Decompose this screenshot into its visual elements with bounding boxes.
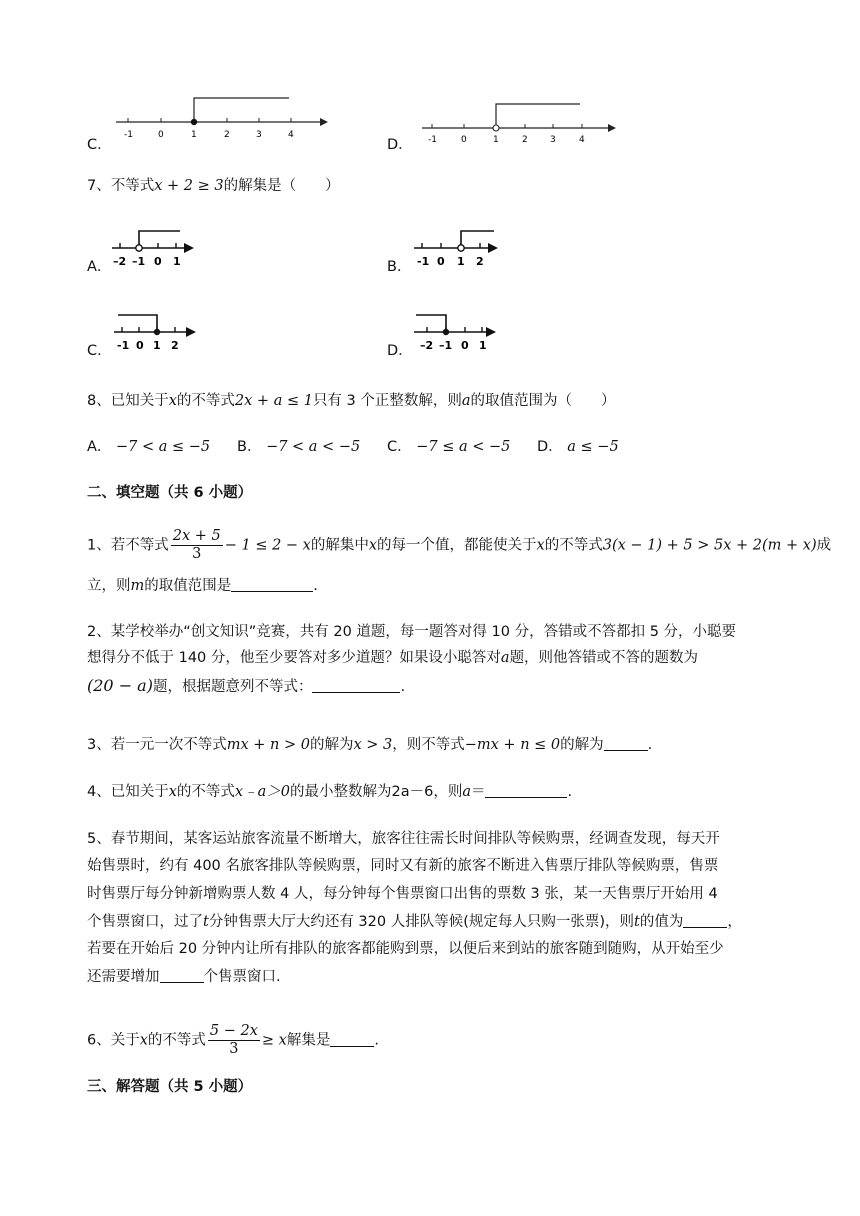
tick-label: -1 — [117, 339, 130, 352]
fill-question-1-line-2: 立，则m的取值范围是 . — [87, 578, 318, 594]
answer-blank[interactable] — [231, 577, 313, 592]
fill-question-5-line-1: 5、春节期间，某客运站旅客流量不断增大，旅客往往需长时间排队等候购票，经调查发现，每天开 — [87, 831, 720, 847]
tick-label: 1 — [493, 135, 499, 145]
q8-option-d: D． a ≤ −5 — [537, 439, 619, 455]
q8-option-c: C． −7 ≤ a < −5 — [387, 439, 511, 455]
q7-option-c-label: C． — [87, 343, 112, 359]
fraction: $\frac{5 - 2x}{3}$ — [209, 1023, 258, 1057]
fill-question-5-line-5: 若要在开始后 20 分钟内让所有排队的旅客都能购到票，以便后来到站的旅客随到随购，从开始至少 — [87, 941, 724, 957]
tick-label: 1 — [191, 130, 197, 140]
fraction: $\frac{2x + 5}{3}$ — [172, 528, 221, 562]
answer-blank[interactable] — [485, 783, 567, 798]
tick-label: –2 — [113, 255, 127, 268]
section-2-title: 二、填空题（共 6 小题） — [87, 485, 253, 501]
answer-blank[interactable] — [683, 913, 727, 928]
q8-option-a: A． −7 < a ≤ −5 — [87, 439, 211, 455]
q7-option-c-number-line — [110, 310, 202, 356]
fill-question-6: 6、关于x的不等式 $\frac{5 - 2x}{3}$ ≥ x解集是 . — [87, 1023, 379, 1057]
q8-option-b: B． −7 < a < −5 — [237, 439, 361, 455]
q7-option-b-label: B． — [387, 259, 412, 275]
question-7-stem: 7、不等式x + 2 ≥ 3的解集是（ ） — [87, 178, 340, 194]
fill-question-5-line-2: 始售票时，约有 400 名旅客排队等候购票，同时又有新的旅客不断进入售票厅排队等候购票，售票 — [87, 858, 719, 874]
tick-label: 2 — [476, 255, 484, 268]
tick-label: 4 — [288, 130, 294, 140]
fill-question-1-line-1: 1、若不等式 $\frac{2x + 5}{3}$ − 1 ≤ 2 − x的解集中x的每一个值，都能使关于x的不等式3(x − 1) + 5 > 5x + 2(m + x)成 — [87, 528, 832, 562]
tick-label: 1 — [173, 255, 181, 268]
fill-question-2-line-1: 2、某学校举办“创文知识”竞赛，共有 20 道题，每一题答对得 10 分，答错或不答都扣 5 分，小聪要 — [87, 624, 737, 640]
tick-label: 2 — [224, 130, 230, 140]
tick-label: 0 — [461, 135, 467, 145]
q7-option-d-number-line — [410, 310, 502, 356]
tick-label: 4 — [579, 135, 585, 145]
tick-label: 1 — [479, 339, 487, 352]
tick-label: 0 — [437, 255, 445, 268]
fill-question-2-line-3: (20 − a)题，根据题意列不等式： . — [87, 676, 406, 695]
tick-label: 3 — [256, 130, 262, 140]
tick-label: –1 — [132, 255, 146, 268]
q6-option-d-label: D． — [387, 137, 413, 153]
tick-label: 0 — [158, 130, 164, 140]
q7-option-a-label: A． — [87, 259, 112, 275]
q6-option-c-label: C． — [87, 137, 112, 153]
section-3-title: 三、解答题（共 5 小题） — [87, 1079, 253, 1095]
fill-question-4: 4、已知关于x的不等式x﹣a＞0的最小整数解为2a－6，则a＝ . — [87, 784, 573, 800]
tick-label: -1 — [417, 255, 430, 268]
fill-question-5-line-3: 时售票厅每分钟新增购票人数 4 人，每分钟每个售票窗口出售的票数 3 张，某一天售票厅开始用 4 — [87, 886, 718, 902]
question-8-stem: 8、已知关于x的不等式2x + a ≤ 1只有 3 个正整数解，则a的取值范围为（ ） — [87, 393, 616, 409]
fill-question-3: 3、若一元一次不等式mx + n > 0的解为x > 3，则不等式−mx + n ≤ 0的解为 . — [87, 737, 653, 753]
fill-question-5-line-4: 个售票窗口，过了t分钟售票大厅大约还有 320 人排队等候(规定每人只购一张票)，则t的值为 ， — [87, 914, 742, 930]
tick-label: 0 — [136, 339, 144, 352]
tick-label: 0 — [154, 255, 162, 268]
tick-label: -1 — [124, 130, 133, 140]
tick-label: -1 — [428, 135, 437, 145]
answer-blank[interactable] — [330, 1032, 374, 1047]
fill-question-2-line-2: 想得分不低于 140 分，他至少要答对多少道题？如果设小聪答对a题，则他答错或不答的题数为 — [87, 650, 699, 666]
answer-blank[interactable] — [160, 968, 204, 983]
tick-label: –1 — [439, 339, 453, 352]
q7-option-d-label: D． — [387, 343, 413, 359]
tick-label: 2 — [171, 339, 179, 352]
tick-label: 0 — [461, 339, 469, 352]
answer-blank[interactable] — [604, 736, 648, 751]
answer-blank[interactable] — [312, 678, 400, 693]
q6-option-c-number-line — [110, 92, 330, 144]
q7-option-a-number-line — [108, 226, 200, 272]
tick-label: –2 — [420, 339, 434, 352]
tick-label: 1 — [153, 339, 161, 352]
q6-option-d-number-line — [418, 98, 623, 146]
tick-label: 1 — [457, 255, 465, 268]
fill-question-5-line-6: 还需要增加 个售票窗口. — [87, 969, 281, 985]
q7-option-b-number-line — [410, 226, 502, 272]
tick-label: 2 — [522, 135, 528, 145]
tick-label: 3 — [550, 135, 556, 145]
